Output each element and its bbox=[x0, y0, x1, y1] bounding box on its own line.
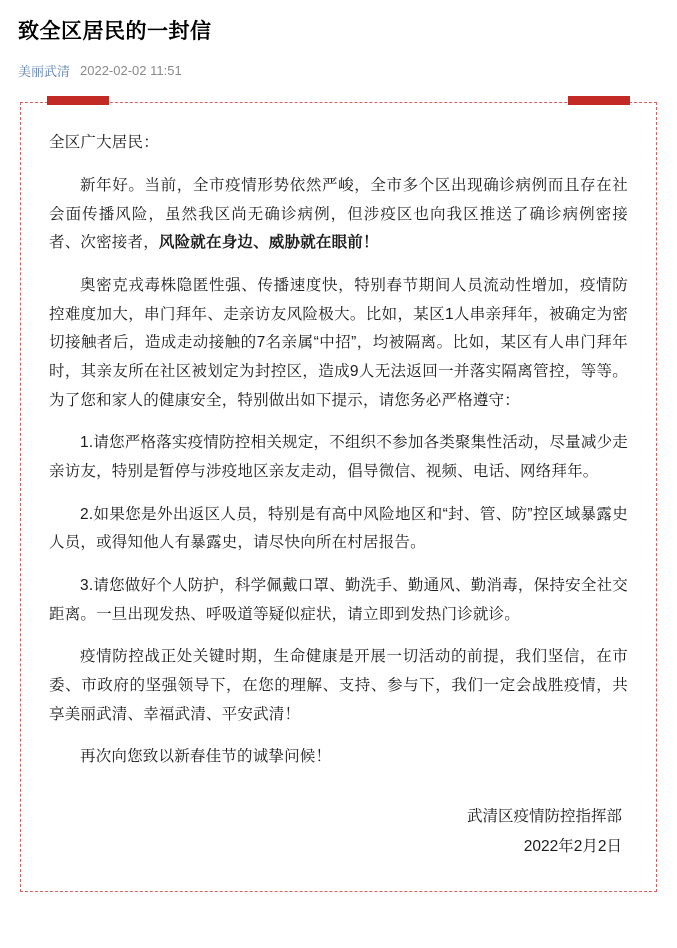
article-source[interactable]: 美丽武清 bbox=[18, 64, 71, 80]
article-meta bbox=[18, 61, 661, 80]
ribbon-left-decoration bbox=[47, 96, 109, 105]
letter-paragraph bbox=[49, 572, 628, 629]
letter-text-run: 1.请您严格落实疫情防控相关规定，不组织不参加各类聚集性活动，尽量减少走亲访友，特别是暂停与涉疫地区亲友走动，倡导微信、视频、电话、网络拜年。 bbox=[49, 434, 628, 481]
letter-text-run: 再次向您致以新春佳节的诚挚问候！ bbox=[80, 748, 332, 766]
letter-paragraph bbox=[49, 429, 628, 486]
article-timestamp: 2022-02-02 11:51 bbox=[80, 63, 182, 79]
letter-paragraph bbox=[49, 172, 628, 258]
signature-date: 2022年2月2日 bbox=[523, 837, 622, 855]
letter-text-run: 疫情防控战正处关键时期，生命健康是开展一切活动的前提，我们坚信，在市委、市政府的坚强领导下，在您的理解、支持、参与下，我们一定会战胜疫情，共享美丽武清、幸福武清、平安武清！ bbox=[49, 648, 628, 723]
signature-org: 武清区疫情防控指挥部 bbox=[466, 808, 622, 826]
letter-paragraph bbox=[49, 501, 628, 558]
letter-text-run: 奥密克戎毒株隐匿性强、传播速度快，特别春节期间人员流动性增加，疫情防控难度加大，串门拜年、走亲访友风险极大。比如，某区1人串亲拜年，被确定为密切接触者后，造成走动接触的7名亲属“中招”，均被隔离。比如，某区有人串门拜年时，其亲友所在社区被划定为封控区，造成9人无法返回一并落实隔离管控，等等。为了您和家人的健康安全，特别做出如下提示，请您务必严格遵守： bbox=[49, 276, 628, 409]
letter-salutation: 全区广大居民： bbox=[49, 134, 159, 152]
letter-text-emphasis: 风险就在身边、威胁就在眼前！ bbox=[158, 234, 379, 252]
letter-text-run: 3.请您做好个人防护，科学佩戴口罩、勤洗手、勤通风、勤消毒，保持安全社交距离。一旦出现发热、呼吸道等疑似症状，请立即到发热门诊就诊。 bbox=[49, 577, 628, 623]
page-title: 致全区居民的一封信 bbox=[18, 20, 212, 43]
letter-paragraph-host bbox=[49, 172, 628, 772]
letter-paragraph bbox=[49, 272, 628, 415]
letter-paragraph bbox=[49, 743, 628, 772]
letter-text-run: 新年好。当前，全市疫情形势依然严峻，全市多个区出现确诊病例而且存在社会面传播风险，虽然我区尚无确诊病例，但涉疫区也向我区推送了确诊病例密接者、次密接者， bbox=[49, 176, 628, 252]
letter-signature-block bbox=[49, 802, 628, 861]
letter-container bbox=[20, 102, 657, 892]
letter-paragraph bbox=[49, 643, 628, 729]
letter-body bbox=[49, 129, 628, 772]
ribbon-right-decoration bbox=[568, 96, 630, 105]
letter-text-run: 2.如果您是外出返区人员，特别是有高中风险地区和“封、管、防”控区域暴露史人员，或得知他人有暴露史，请尽快向所在村居报告。 bbox=[49, 505, 628, 552]
